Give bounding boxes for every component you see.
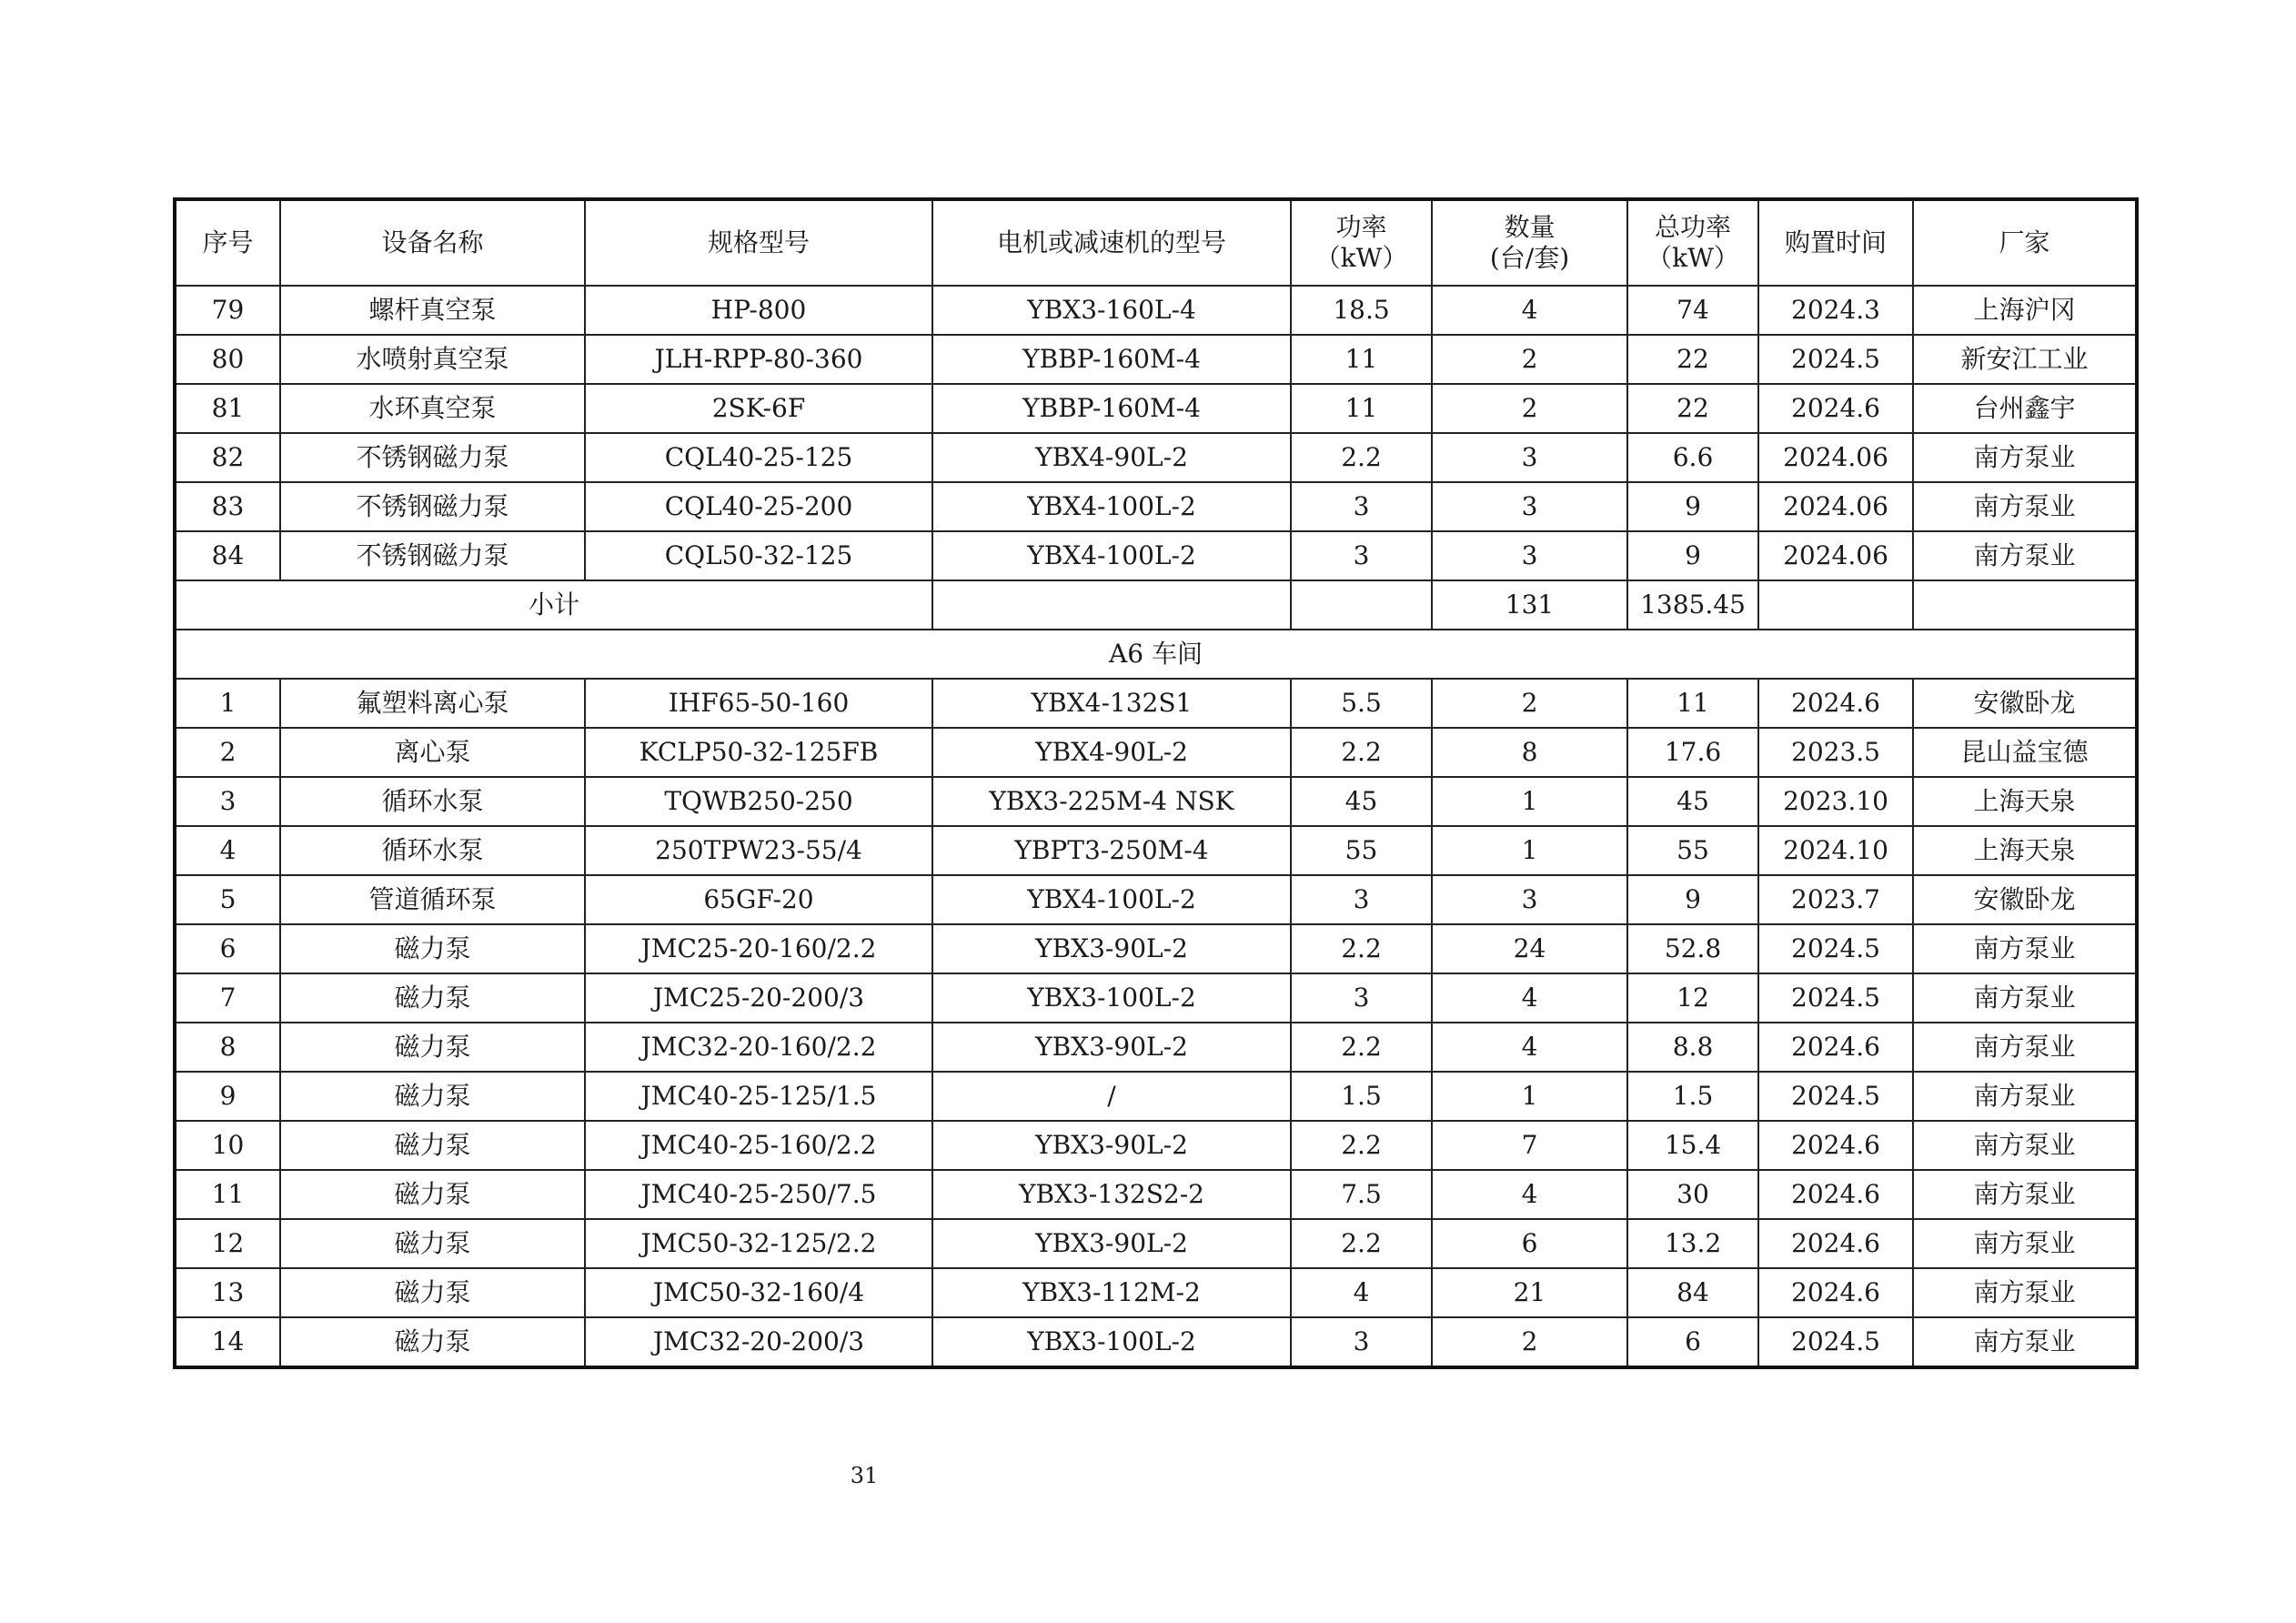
cell-name: 不锈钢磁力泵 [280, 433, 585, 482]
cell-total: 9 [1627, 531, 1758, 580]
cell-power: 2.2 [1291, 433, 1432, 482]
cell-total: 52.8 [1627, 924, 1758, 973]
cell-spec: 65GF-20 [585, 875, 932, 924]
cell-maker: 台州鑫宇 [1913, 384, 2137, 433]
table-row [175, 1317, 2137, 1367]
section-title-row [175, 630, 2137, 679]
cell-motor: YBX3-90L-2 [932, 1023, 1291, 1072]
cell-name: 磁力泵 [280, 1219, 585, 1268]
cell-spec: JMC25-20-160/2.2 [585, 924, 932, 973]
cell-qty: 6 [1432, 1219, 1627, 1268]
subtotal-date-empty [1758, 580, 1913, 630]
table-body [175, 286, 2137, 1367]
cell-power: 3 [1291, 531, 1432, 580]
cell-motor: YBX3-132S2-2 [932, 1170, 1291, 1219]
subtotal-total: 1385.45 [1627, 580, 1758, 630]
cell-seq: 8 [175, 1023, 280, 1072]
cell-spec: JLH-RPP-80-360 [585, 335, 932, 384]
subtotal-maker-empty [1913, 580, 2137, 630]
table-row [175, 728, 2137, 777]
cell-spec: CQL40-25-125 [585, 433, 932, 482]
cell-total: 12 [1627, 973, 1758, 1023]
cell-motor: YBX3-100L-2 [932, 1317, 1291, 1367]
cell-name: 磁力泵 [280, 1023, 585, 1072]
cell-maker: 南方泵业 [1913, 973, 2137, 1023]
cell-seq: 14 [175, 1317, 280, 1367]
cell-qty: 1 [1432, 777, 1627, 826]
cell-maker: 安徽卧龙 [1913, 875, 2137, 924]
header-spec: 规格型号 [585, 199, 932, 286]
cell-name: 磁力泵 [280, 1072, 585, 1121]
cell-total: 13.2 [1627, 1219, 1758, 1268]
table-row [175, 433, 2137, 482]
cell-date: 2024.06 [1758, 531, 1913, 580]
cell-maker: 新安江工业 [1913, 335, 2137, 384]
header-name: 设备名称 [280, 199, 585, 286]
cell-name: 氟塑料离心泵 [280, 679, 585, 728]
cell-date: 2023.5 [1758, 728, 1913, 777]
cell-spec: JMC40-25-160/2.2 [585, 1121, 932, 1170]
cell-power: 45 [1291, 777, 1432, 826]
cell-motor: YBX3-90L-2 [932, 1219, 1291, 1268]
cell-name: 水喷射真空泵 [280, 335, 585, 384]
cell-total: 45 [1627, 777, 1758, 826]
cell-maker: 南方泵业 [1913, 1317, 2137, 1367]
cell-seq: 4 [175, 826, 280, 875]
table-row [175, 826, 2137, 875]
cell-qty: 8 [1432, 728, 1627, 777]
cell-spec: JMC40-25-250/7.5 [585, 1170, 932, 1219]
cell-seq: 81 [175, 384, 280, 433]
cell-motor: YBPT3-250M-4 [932, 826, 1291, 875]
cell-name: 管道循环泵 [280, 875, 585, 924]
table-row [175, 777, 2137, 826]
cell-power: 2.2 [1291, 728, 1432, 777]
cell-date: 2024.5 [1758, 924, 1913, 973]
cell-name: 磁力泵 [280, 1121, 585, 1170]
cell-seq: 3 [175, 777, 280, 826]
cell-power: 3 [1291, 973, 1432, 1023]
cell-seq: 80 [175, 335, 280, 384]
table-row [175, 1072, 2137, 1121]
cell-power: 4 [1291, 1268, 1432, 1317]
cell-spec: JMC25-20-200/3 [585, 973, 932, 1023]
cell-motor: YBX3-112M-2 [932, 1268, 1291, 1317]
cell-date: 2024.10 [1758, 826, 1913, 875]
cell-power: 3 [1291, 1317, 1432, 1367]
cell-maker: 南方泵业 [1913, 924, 2137, 973]
cell-date: 2024.6 [1758, 1219, 1913, 1268]
cell-spec: KCLP50-32-125FB [585, 728, 932, 777]
table-row [175, 531, 2137, 580]
cell-motor: YBX3-160L-4 [932, 286, 1291, 335]
cell-qty: 4 [1432, 1170, 1627, 1219]
cell-total: 9 [1627, 482, 1758, 531]
cell-total: 8.8 [1627, 1023, 1758, 1072]
cell-seq: 7 [175, 973, 280, 1023]
cell-maker: 上海沪冈 [1913, 286, 2137, 335]
cell-seq: 82 [175, 433, 280, 482]
cell-qty: 4 [1432, 1023, 1627, 1072]
cell-total: 55 [1627, 826, 1758, 875]
header-seq: 序号 [175, 199, 280, 286]
cell-date: 2023.10 [1758, 777, 1913, 826]
cell-motor: YBX3-90L-2 [932, 924, 1291, 973]
cell-motor: YBX4-100L-2 [932, 531, 1291, 580]
cell-maker: 南方泵业 [1913, 1121, 2137, 1170]
header-total-power: 总功率 （kW） [1627, 199, 1758, 286]
cell-seq: 9 [175, 1072, 280, 1121]
table-row [175, 679, 2137, 728]
cell-qty: 4 [1432, 286, 1627, 335]
cell-seq: 10 [175, 1121, 280, 1170]
cell-maker: 安徽卧龙 [1913, 679, 2137, 728]
cell-spec: 2SK-6F [585, 384, 932, 433]
cell-spec: IHF65-50-160 [585, 679, 932, 728]
cell-motor: YBX4-100L-2 [932, 875, 1291, 924]
cell-date: 2024.5 [1758, 1317, 1913, 1367]
cell-name: 磁力泵 [280, 1268, 585, 1317]
cell-motor: YBX4-132S1 [932, 679, 1291, 728]
cell-spec: 250TPW23-55/4 [585, 826, 932, 875]
cell-name: 水环真空泵 [280, 384, 585, 433]
cell-motor: YBX3-90L-2 [932, 1121, 1291, 1170]
subtotal-power-empty [1291, 580, 1432, 630]
cell-motor: YBBP-160M-4 [932, 335, 1291, 384]
cell-name: 循环水泵 [280, 826, 585, 875]
cell-seq: 6 [175, 924, 280, 973]
cell-motor: YBX3-225M-4 NSK [932, 777, 1291, 826]
cell-total: 1.5 [1627, 1072, 1758, 1121]
cell-total: 6 [1627, 1317, 1758, 1367]
cell-total: 30 [1627, 1170, 1758, 1219]
cell-name: 不锈钢磁力泵 [280, 482, 585, 531]
cell-power: 2.2 [1291, 1023, 1432, 1072]
cell-seq: 13 [175, 1268, 280, 1317]
header-row [175, 199, 2137, 286]
cell-date: 2024.6 [1758, 1170, 1913, 1219]
table-row [175, 924, 2137, 973]
cell-seq: 1 [175, 679, 280, 728]
cell-power: 2.2 [1291, 1121, 1432, 1170]
cell-spec: HP-800 [585, 286, 932, 335]
cell-qty: 21 [1432, 1268, 1627, 1317]
cell-qty: 24 [1432, 924, 1627, 973]
cell-spec: JMC32-20-200/3 [585, 1317, 932, 1367]
cell-maker: 南方泵业 [1913, 531, 2137, 580]
cell-motor: YBX4-100L-2 [932, 482, 1291, 531]
cell-spec: JMC40-25-125/1.5 [585, 1072, 932, 1121]
table-row [175, 482, 2137, 531]
cell-date: 2024.5 [1758, 973, 1913, 1023]
cell-qty: 2 [1432, 384, 1627, 433]
subtotal-label: 小计 [175, 580, 932, 630]
cell-date: 2024.6 [1758, 384, 1913, 433]
cell-name: 磁力泵 [280, 1317, 585, 1367]
cell-seq: 12 [175, 1219, 280, 1268]
table-row [175, 1121, 2137, 1170]
cell-motor: YBX4-90L-2 [932, 433, 1291, 482]
subtotal-motor-empty [932, 580, 1291, 630]
cell-name: 不锈钢磁力泵 [280, 531, 585, 580]
cell-qty: 2 [1432, 1317, 1627, 1367]
cell-qty: 1 [1432, 1072, 1627, 1121]
cell-seq: 11 [175, 1170, 280, 1219]
cell-seq: 83 [175, 482, 280, 531]
cell-power: 1.5 [1291, 1072, 1432, 1121]
cell-total: 11 [1627, 679, 1758, 728]
cell-maker: 南方泵业 [1913, 1268, 2137, 1317]
table-row [175, 1023, 2137, 1072]
cell-date: 2024.6 [1758, 679, 1913, 728]
cell-spec: JMC50-32-125/2.2 [585, 1219, 932, 1268]
cell-power: 2.2 [1291, 924, 1432, 973]
cell-name: 磁力泵 [280, 1170, 585, 1219]
cell-maker: 南方泵业 [1913, 1072, 2137, 1121]
cell-maker: 上海天泉 [1913, 826, 2137, 875]
cell-maker: 南方泵业 [1913, 1219, 2137, 1268]
table-row [175, 1170, 2137, 1219]
cell-total: 84 [1627, 1268, 1758, 1317]
cell-qty: 2 [1432, 679, 1627, 728]
equipment-table [173, 197, 2139, 1369]
table-row [175, 1268, 2137, 1317]
cell-power: 2.2 [1291, 1219, 1432, 1268]
cell-seq: 79 [175, 286, 280, 335]
cell-total: 9 [1627, 875, 1758, 924]
cell-maker: 南方泵业 [1913, 1023, 2137, 1072]
cell-spec: JMC50-32-160/4 [585, 1268, 932, 1317]
table-row [175, 875, 2137, 924]
header-qty: 数量 (台/套) [1432, 199, 1627, 286]
subtotal-row [175, 580, 2137, 630]
cell-date: 2024.5 [1758, 1072, 1913, 1121]
table-row [175, 973, 2137, 1023]
cell-total: 22 [1627, 384, 1758, 433]
cell-motor: YBX4-90L-2 [932, 728, 1291, 777]
header-date: 购置时间 [1758, 199, 1913, 286]
cell-qty: 3 [1432, 482, 1627, 531]
table-row [175, 286, 2137, 335]
cell-seq: 2 [175, 728, 280, 777]
cell-name: 磁力泵 [280, 924, 585, 973]
cell-qty: 1 [1432, 826, 1627, 875]
cell-motor: / [932, 1072, 1291, 1121]
cell-power: 55 [1291, 826, 1432, 875]
cell-name: 循环水泵 [280, 777, 585, 826]
cell-date: 2024.6 [1758, 1121, 1913, 1170]
cell-name: 离心泵 [280, 728, 585, 777]
cell-date: 2024.5 [1758, 335, 1913, 384]
cell-qty: 3 [1432, 875, 1627, 924]
cell-spec: CQL40-25-200 [585, 482, 932, 531]
cell-date: 2024.06 [1758, 482, 1913, 531]
cell-power: 18.5 [1291, 286, 1432, 335]
header-power: 功率 （kW） [1291, 199, 1432, 286]
cell-maker: 昆山益宝德 [1913, 728, 2137, 777]
cell-date: 2023.7 [1758, 875, 1913, 924]
cell-qty: 4 [1432, 973, 1627, 1023]
table-row [175, 1219, 2137, 1268]
cell-qty: 3 [1432, 531, 1627, 580]
cell-total: 6.6 [1627, 433, 1758, 482]
cell-power: 11 [1291, 335, 1432, 384]
table-row [175, 335, 2137, 384]
cell-qty: 2 [1432, 335, 1627, 384]
subtotal-qty: 131 [1432, 580, 1627, 630]
cell-name: 螺杆真空泵 [280, 286, 585, 335]
cell-total: 22 [1627, 335, 1758, 384]
page-number: 31 [850, 1463, 879, 1488]
cell-spec: JMC32-20-160/2.2 [585, 1023, 932, 1072]
cell-name: 磁力泵 [280, 973, 585, 1023]
cell-maker: 上海天泉 [1913, 777, 2137, 826]
cell-spec: TQWB250-250 [585, 777, 932, 826]
cell-maker: 南方泵业 [1913, 482, 2137, 531]
cell-date: 2024.3 [1758, 286, 1913, 335]
header-maker: 厂家 [1913, 199, 2137, 286]
cell-total: 74 [1627, 286, 1758, 335]
cell-spec: CQL50-32-125 [585, 531, 932, 580]
cell-power: 5.5 [1291, 679, 1432, 728]
cell-seq: 84 [175, 531, 280, 580]
cell-total: 15.4 [1627, 1121, 1758, 1170]
cell-motor: YBX3-100L-2 [932, 973, 1291, 1023]
cell-date: 2024.6 [1758, 1268, 1913, 1317]
cell-maker: 南方泵业 [1913, 433, 2137, 482]
cell-date: 2024.06 [1758, 433, 1913, 482]
cell-power: 11 [1291, 384, 1432, 433]
header-motor: 电机或减速机的型号 [932, 199, 1291, 286]
cell-total: 17.6 [1627, 728, 1758, 777]
cell-power: 7.5 [1291, 1170, 1432, 1219]
cell-motor: YBBP-160M-4 [932, 384, 1291, 433]
table-row [175, 384, 2137, 433]
cell-maker: 南方泵业 [1913, 1170, 2137, 1219]
cell-date: 2024.6 [1758, 1023, 1913, 1072]
cell-qty: 7 [1432, 1121, 1627, 1170]
section-title: A6 车间 [175, 630, 2137, 679]
cell-qty: 3 [1432, 433, 1627, 482]
cell-power: 3 [1291, 482, 1432, 531]
cell-seq: 5 [175, 875, 280, 924]
cell-power: 3 [1291, 875, 1432, 924]
